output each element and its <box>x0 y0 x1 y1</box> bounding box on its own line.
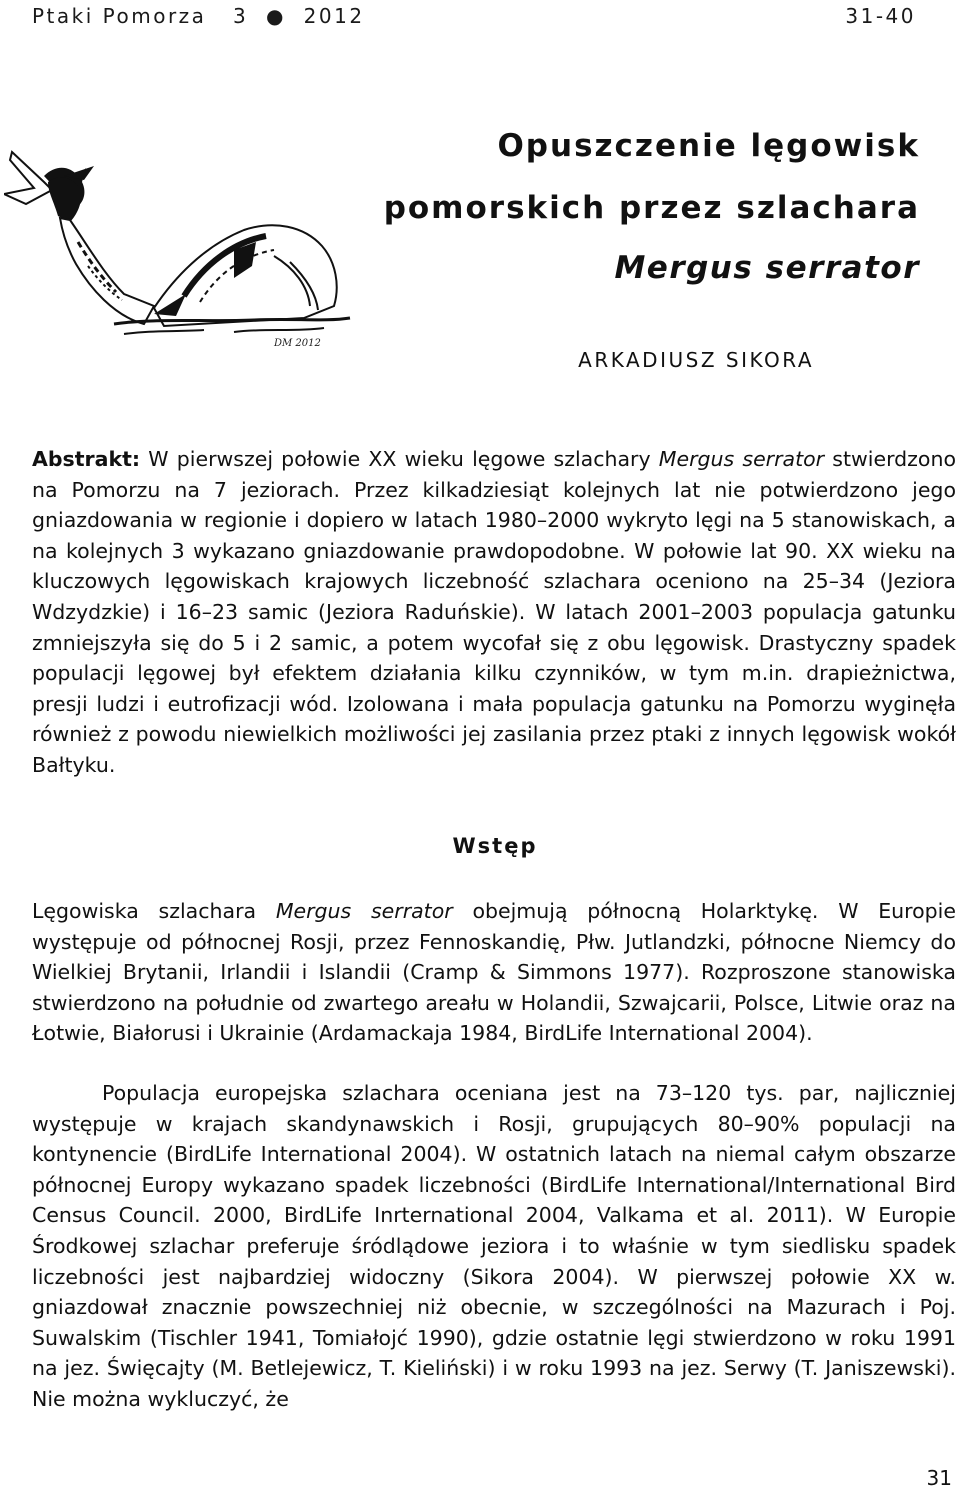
abstract-label: Abstrakt: <box>32 447 141 471</box>
article-title-species: Mergus serrator <box>614 250 920 286</box>
intro-text-1b: obejmują północną Holarktykę. W Europie występuje od północnej Rosji, przez Fennoskandię, Płw. Jutlandzki, północne Niemcy do Wielkiej Brytanii, Irlandii i Islandii (Cramp & Simmons 1977). Rozproszone stanowiska stwierdzono na południe od zwartego areału w Holandii, Szwajcarii, Polsce, Litwie oraz na Łotwie, Białorusi i Ukrainie (Ardamackaja 1984, BirdLife International 2004). <box>32 899 956 1046</box>
running-header <box>32 0 916 32</box>
abstract-text-2: stwierdzono na Pomorzu na 7 jeziorach. Przez kilkadziesiąt kolejnych lat nie potwierdzono jego gniazdowania w regionie i dopiero w latach 1980–2000 wykryto lęgi na 5 stanowiskach, a na kolejnych 3 wykazano gniazdowanie prawdopodobne. W połowie lat 90. XX wieku na kluczowych lęgowiskach krajowych liczebność szlachara oceniono na 25–34 (Jeziora Wdzydzkie) i 16–23 samic (Jeziora Raduńskie). W latach 2001–2003 populacja gatunku zmniejszyła się do 5 i 2 samic, a potem wycofał się z obu lęgowisk. Drastyczny spadek populacji lęgowej był efektem działania kilku czynników, w tym m.in. drapieżnictwa, presji ludzi i eutrofizacji wód. Izolowana i mała populacja gatunku na Pomorzu wyginęła również z powodu niewielkich możliwości jej zasilania przez ptaki z innych lęgowisk wokół Bałtyku. <box>32 447 956 777</box>
page-number: 31 <box>926 1466 952 1490</box>
intro-species: Mergus serrator <box>275 899 453 923</box>
section-heading: Wstęp <box>452 834 538 858</box>
article-title-line-1: Opuszczenie lęgowisk <box>497 128 920 164</box>
author-name: ARKADIUSZ SIKORA <box>578 348 814 372</box>
volume-number: 3 <box>233 4 249 28</box>
illustration-signature: DM 2012 <box>274 338 321 349</box>
bullet-separator: ● <box>265 4 286 28</box>
page-range: 31-40 <box>845 4 916 28</box>
intro-text-1a: Lęgowiska szlachara <box>32 899 276 923</box>
journal-name: Ptaki Pomorza <box>32 4 207 28</box>
intro-paragraph-2: Populacja europejska szlachara oceniana jest na 73–120 tys. par, najliczniej występuje w krajach skandynawskich i Rosji, grupujących 80–90% populacji na kontynencie (BirdLife International 2004). W ostatnich latach na niemal całym obszarze północnej Europy wykazano spadek liczebności (BirdLife International/International Bird Census Council. 2000, BirdLife Inrternational 2004, Valkama et al. 2011). W Europie Środkowej szlachar preferuje śródlądowe jeziora i to właśnie w tym siedlisku spadek liczebności jest najbardziej widoczny (Sikora 2004). W pierwszej połowie XX w. gniazdował znacznie powszechniej niż obecnie, w szczególności na Mazurach i Poj. Suwalskim (Tischler 1941, Tomiałojć 1990), gdzie ostatnie lęgi stwierdzono w roku 1991 na jez. Święcajty (M. Betlejewicz, T. Kieliński) i w roku 1993 na jez. Serwy (T. Janiszewski). Nie można wykluczyć, że <box>32 1081 956 1411</box>
intro-paragraph-1 <box>32 896 956 1049</box>
abstract <box>32 444 956 781</box>
abstract-species: Mergus serrator <box>658 447 825 471</box>
journal-info <box>32 4 365 28</box>
year: 2012 <box>303 4 365 28</box>
article-title-line-2: pomorskich przez szlachara <box>383 190 920 226</box>
merganser-illustration <box>4 146 354 350</box>
abstract-text-1: W pierwszej połowie XX wieku lęgowe szlachary <box>140 447 659 471</box>
